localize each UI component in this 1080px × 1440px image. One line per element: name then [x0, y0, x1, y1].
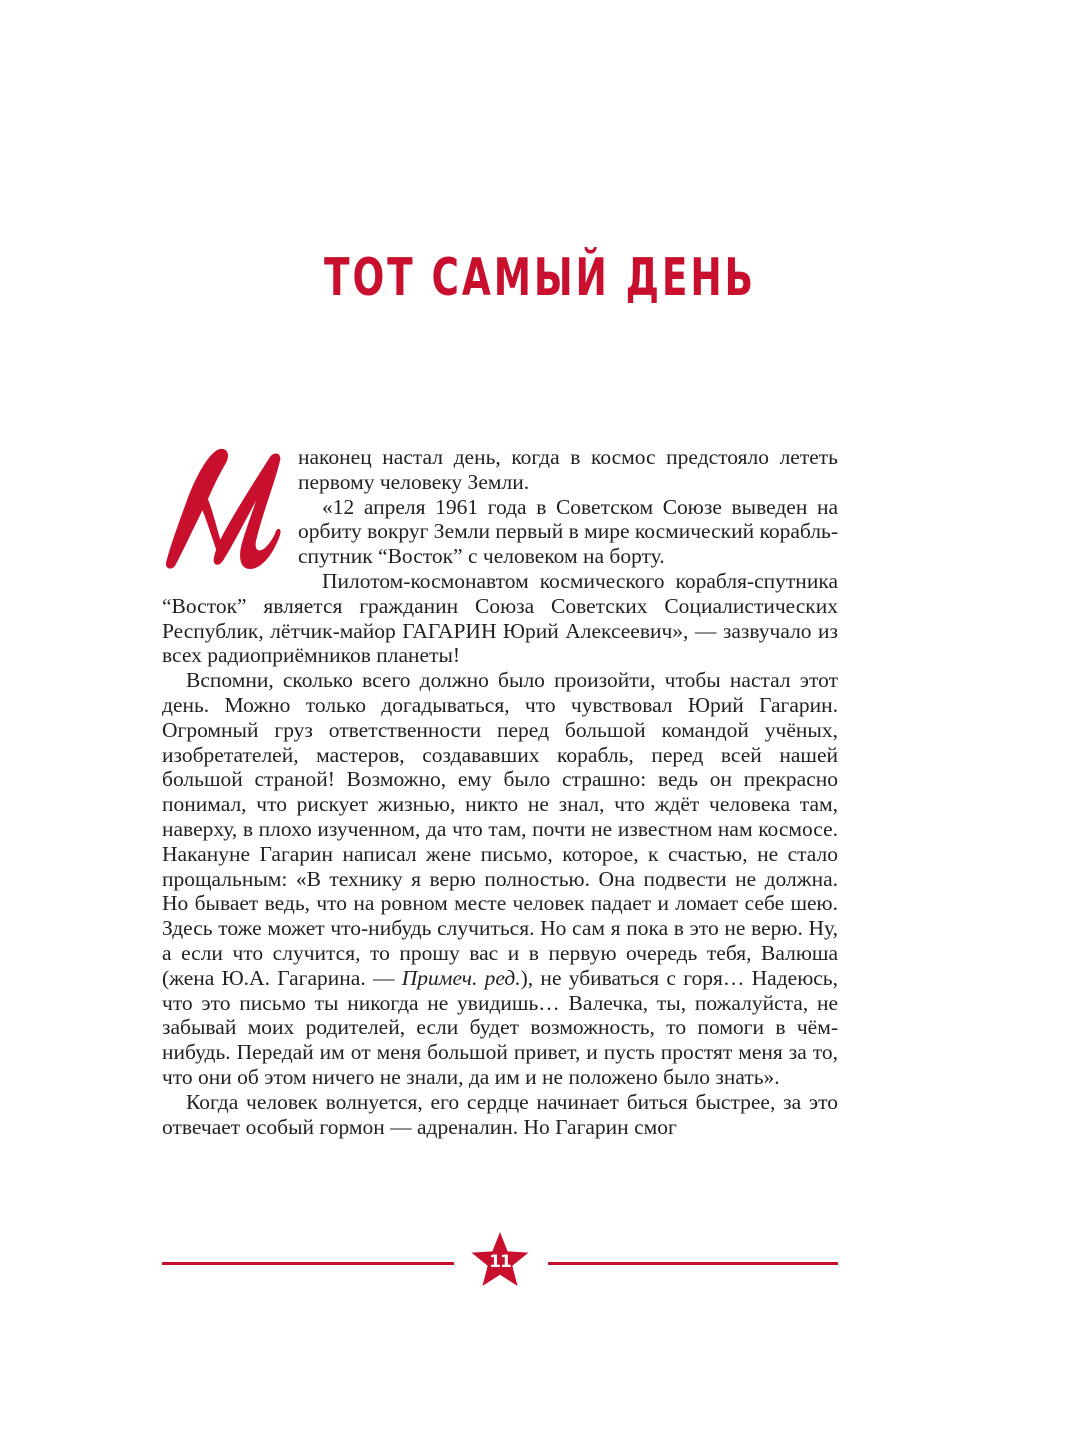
paragraph-3: Пилотом-космонавтом космического корабля-спутника “Восток” является гражданин Союза Советских Социалистических Республик, лётчик-майор ГАГАРИН Юрий Алексеевич», — зазвучало из всех радиоприёмников планеты! — [162, 568, 838, 668]
page-number: 11 — [489, 1252, 511, 1272]
paragraph-5: Когда человек волнуется, его сердце начинает биться быстрее, за это отвечает особый гормон — адреналин. Но Гагарин смог — [162, 1089, 838, 1139]
chapter-title: ТОТ САМЫЙ ДЕНЬ — [324, 248, 756, 308]
paragraph-1: наконец настал день, когда в космос предстояло лететь первому человеку Земли. — [162, 445, 838, 495]
footer-rule-right — [548, 1262, 838, 1265]
drop-cap-letter — [162, 445, 286, 575]
editor-note: Примеч. ред. — [401, 965, 521, 990]
footer-rule-left — [162, 1262, 454, 1265]
paragraph-2: «12 апреля 1961 года в Советском Союзе выведен на орбиту вокруг Земли первый в мире космический корабль-спутник “Восток” с человеком на борту. — [298, 494, 838, 569]
paragraph-4: Вспомни, сколько всего должно было произойти, чтобы настал этот день. Можно только догадываться, что чувствовал Юрий Гагарин. Огромный груз ответственности перед большой командой учёных, изобретателей, мастеров, создававших корабль, перед всей нашей большой страной! Возможно, ему было страшно: ведь он прекрасно понимал, что рискует жизнью, никто не знал, что ждёт человека там, наверху, в плохо изученном, да что там, почти не известном нам космосе. Накануне Гагарин написал жене письмо, которое, к счастью, не стало прощальным: «В технику я верю полностью. Она подвести не должна. Но бывает ведь, что на ровном месте человек падает и ломает себе шею. Здесь тоже может что-нибудь случиться. Но сам я пока в это не верю. Ну, а если что случится, то прошу вас и в первую очередь тебя, Валюша (жена Ю.А. Гагарина. — Примеч. ред.), не убиваться с горя… Надеюсь, что это письмо ты никогда не увидишь… Валечка, ты, пожалуйста, не забывай моих родителей, если будет возможность, то помоги в чём-нибудь. Передай им от меня большой привет, и пусть простят меня за то, что они об этом ничего не знали, да им и не положено было знать». — [162, 668, 838, 1089]
body-text — [162, 445, 838, 1139]
drop-cap-icon — [162, 445, 286, 575]
